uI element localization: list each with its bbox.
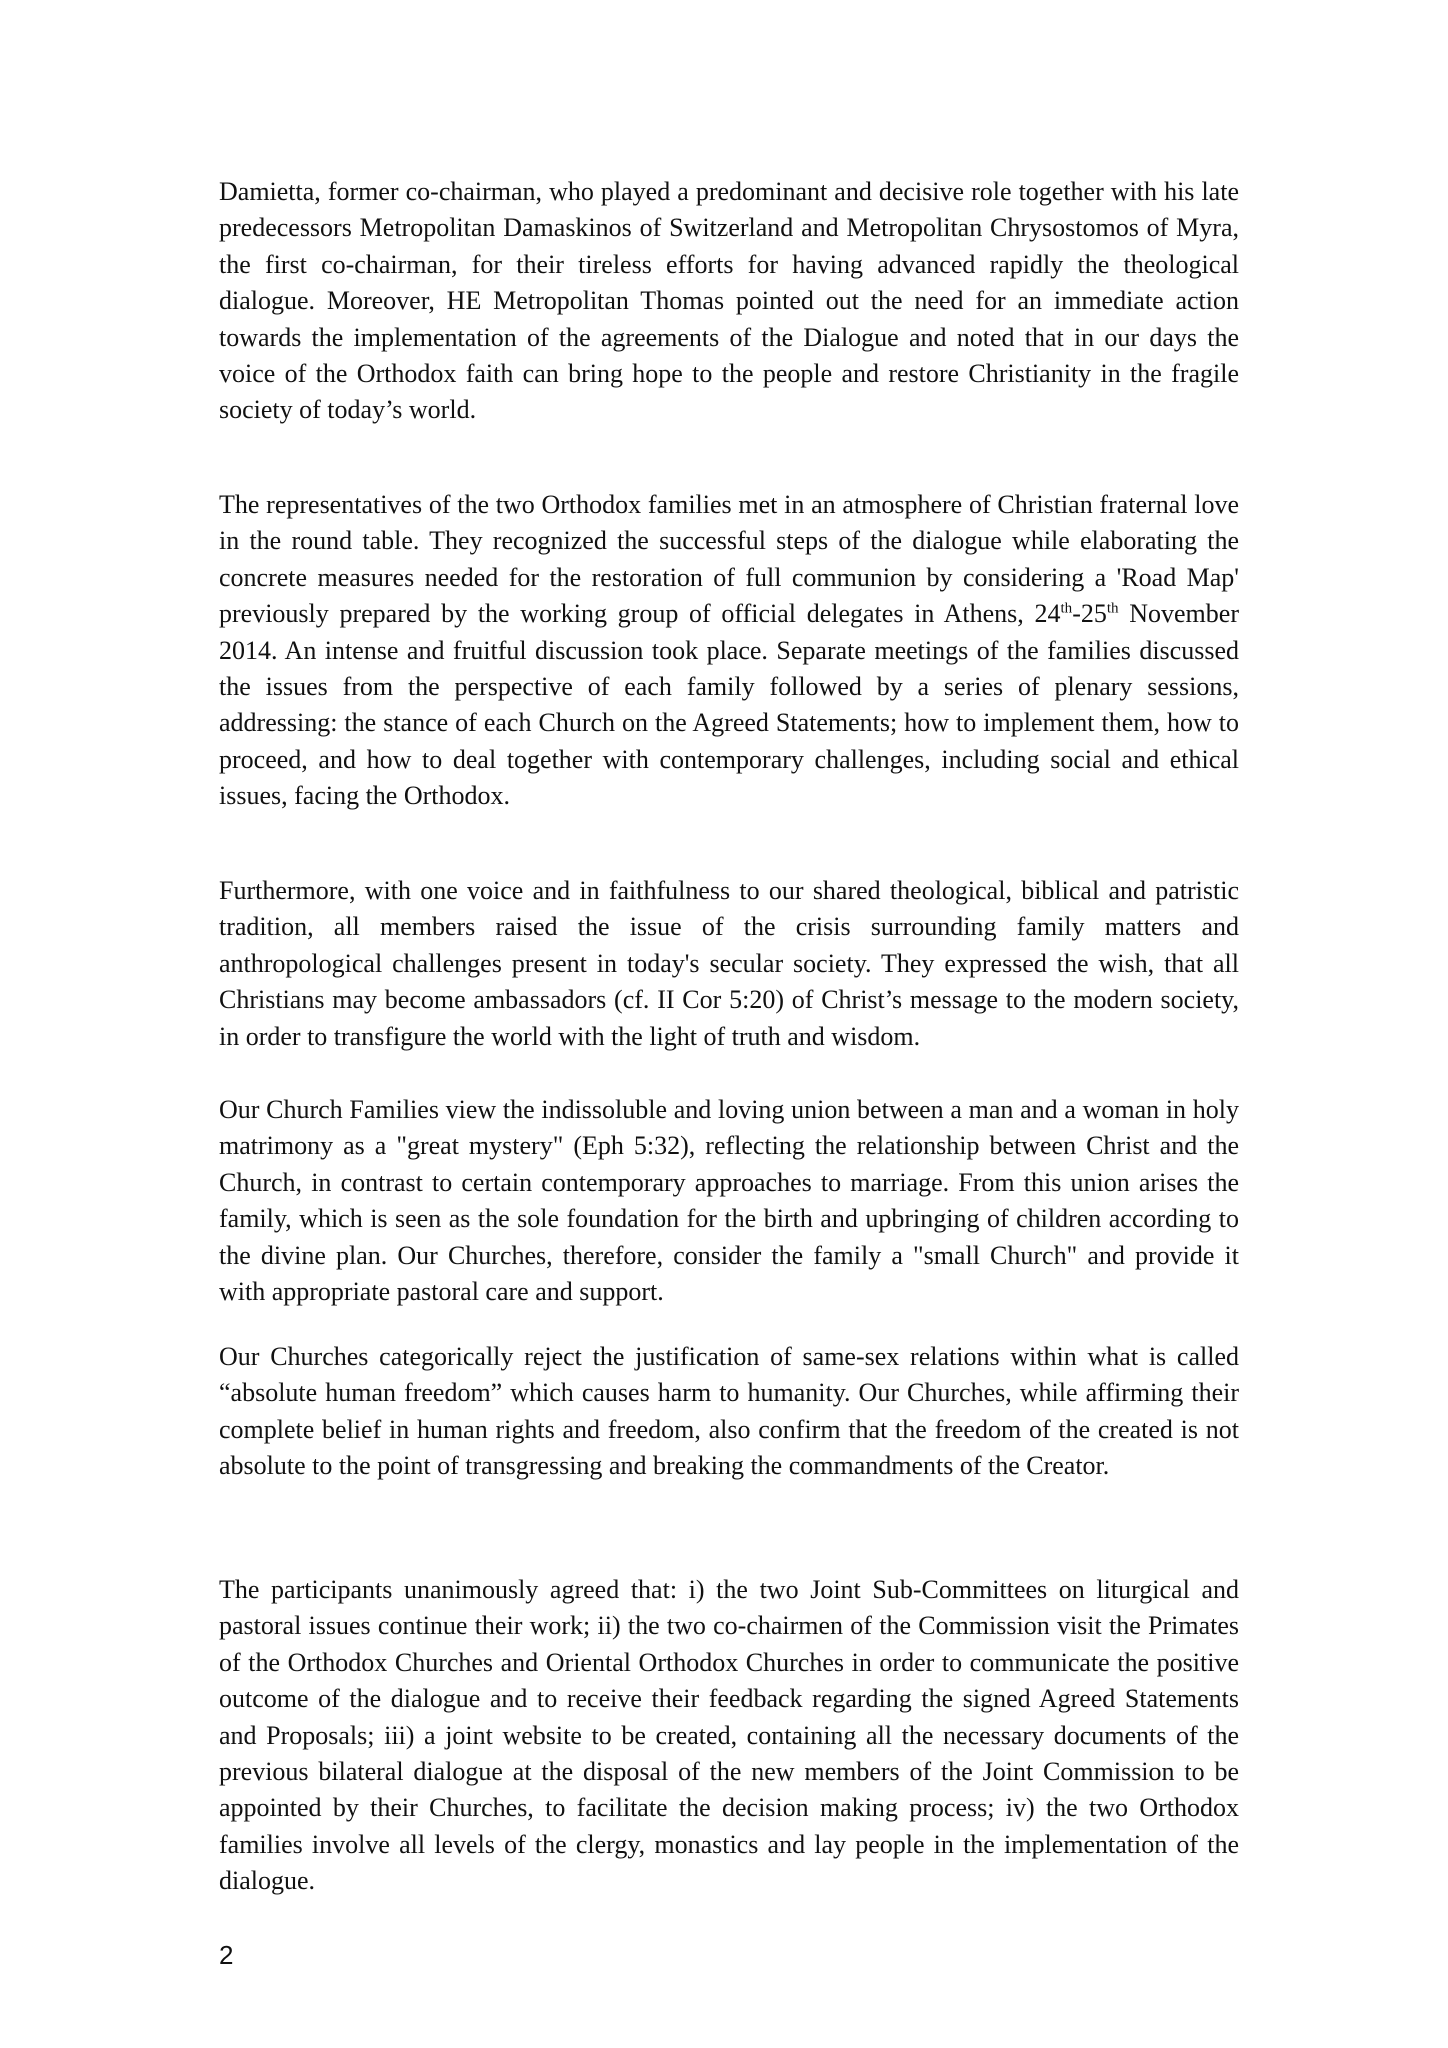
paragraph-3 [219, 873, 1239, 1055]
paragraph-1 [219, 174, 1239, 429]
page-number: 2 [219, 1940, 234, 1970]
ordinal-suffix: th [1106, 600, 1119, 617]
paragraph-2 [219, 487, 1239, 815]
ordinal-suffix: th [1060, 600, 1073, 617]
paragraph-text-part: The representatives of the two Orthodox families met in an atmosphere of Christian fraternal love in the round table. They recognized the successful steps of the dialogue while elaborating the concrete measures needed for the restoration of full communion by considering a 'Road Map' previously prepared by the working group of official delegates in Athens, 24 [219, 490, 1239, 629]
paragraph-text: Our Church Families view the indissoluble and loving union between a man and a woman in holy matrimony as a "great mystery" (Eph 5:32), reflecting the relationship between Christ and the Church, in contrast to certain contemporary approaches to marriage. From this union arises the family, which is seen as the sole foundation for the birth and upbringing of children according to the divine plan. Our Churches, therefore, consider the family a "small Church" and provide it with appropriate pastoral care and support. [219, 1095, 1239, 1307]
paragraph-text: Our Churches categorically reject the justification of same-sex relations within what is called “absolute human freedom” which causes harm to humanity. Our Churches, while affirming their complete belief in human rights and freedom, also confirm that the freedom of the created is not absolute to the point of transgressing and breaking the commandments of the Creator. [219, 1342, 1239, 1481]
paragraph-5 [219, 1339, 1239, 1485]
paragraph-4 [219, 1092, 1239, 1310]
paragraph-text: Furthermore, with one voice and in faithfulness to our shared theological, biblical and patristic tradition, all members raised the issue of the crisis surrounding family matters and anthropological challenges present in today's secular society. They expressed the wish, that all Christians may become ambassadors (cf. II Cor 5:20) of Christ’s message to the modern society, in order to transfigure the world with the light of truth and wisdom. [219, 876, 1239, 1051]
paragraph-text [219, 487, 1239, 815]
paragraph-6 [219, 1572, 1239, 1900]
paragraph-text: Damietta, former co-chairman, who played a predominant and decisive role together with his late predecessors Metropolitan Damaskinos of Switzerland and Metropolitan Chrysostomos of Myra, the first co-chairman, for their tireless efforts for having advanced rapidly the theological dialogue. Moreover, HE Metropolitan Thomas pointed out the need for an immediate action towards the implementation of the agreements of the Dialogue and noted that in our days the voice of the Orthodox faith can bring hope to the people and restore Christianity in the fragile society of today’s world. [219, 177, 1239, 425]
paragraph-text-part: -25 [1072, 599, 1107, 629]
paragraph-text: The participants unanimously agreed that: i) the two Joint Sub-Committees on liturgical and pastoral issues continue their work; ii) the two co-chairmen of the Commission visit the Primates of the Orthodox Churches and Oriental Orthodox Churches in order to communicate the positive outcome of the dialogue and to receive their feedback regarding the signed Agreed Statements and Proposals; iii) a joint website to be created, containing all the necessary documents of the previous bilateral dialogue at the disposal of the new members of the Joint Commission to be appointed by their Churches, to facilitate the decision making process; iv) the two Orthodox families involve all levels of the clergy, monastics and lay people in the implementation of the dialogue. [219, 1575, 1239, 1896]
paragraph-text-part: November 2014. An intense and fruitful discussion took place. Separate meetings of the families discussed the issues from the perspective of each family followed by a series of plenary sessions, addressing: the stance of each Church on the Agreed Statements; how to implement them, how to proceed, and how to deal together with contemporary challenges, including social and ethical issues, facing the Orthodox. [219, 599, 1239, 811]
